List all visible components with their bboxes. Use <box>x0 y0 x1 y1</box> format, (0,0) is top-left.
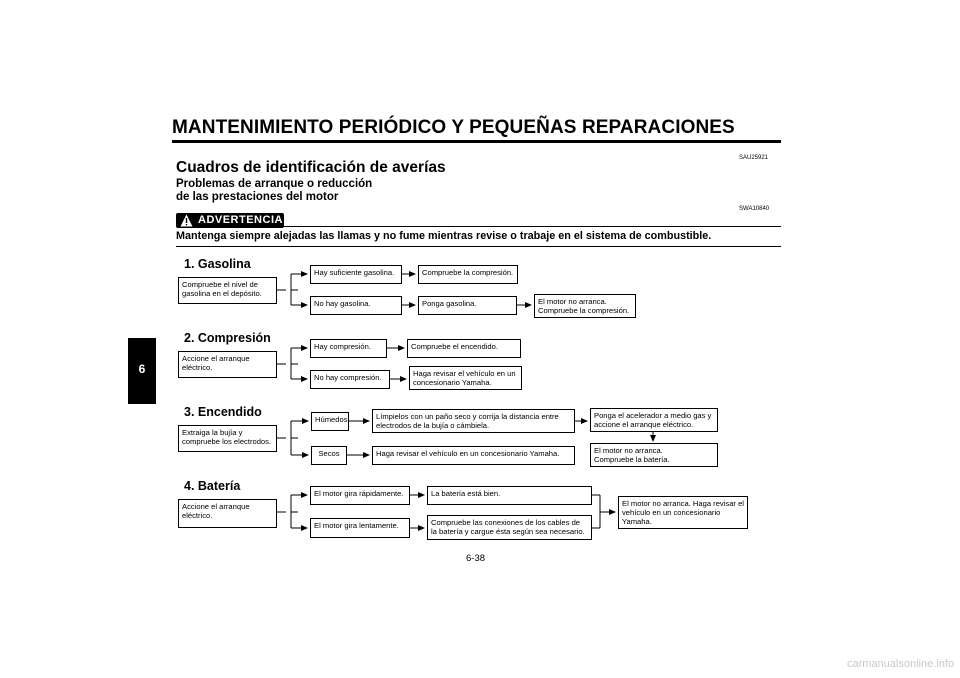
flow-box-dealer-ignition: Haga revisar el vehículo en un concesionario Yamaha. <box>372 446 575 465</box>
warning-code: SWA10840 <box>739 206 770 212</box>
reference-code: SAU25921 <box>739 155 769 161</box>
flow-box-dealer-compression: Haga revisar el vehículo en un concesionario Yamaha. <box>409 366 522 390</box>
subtitle-line-2: de las prestaciones del motor <box>176 191 339 203</box>
flow-box-engine-fast: El motor gira rápidamente. <box>310 486 410 505</box>
watermark: carmanualsonline.info <box>846 658 954 670</box>
flow-box-engine-no-start-compression: El motor no arranca. Compruebe la compresión. <box>534 294 636 318</box>
flow-box-no-compression: No hay compresión. <box>310 370 390 389</box>
page-title: MANTENIMIENTO PERIÓDICO Y PEQUEÑAS REPARACIONES <box>172 117 735 138</box>
flow-box-engine-no-start-battery: El motor no arranca. Compruebe la batería. <box>590 443 718 467</box>
warning-label: ADVERTENCIA <box>198 214 283 226</box>
subtitle-line-1: Problemas de arranque o reducción <box>176 178 373 190</box>
section-heading-gasolina: 1. Gasolina <box>184 257 251 271</box>
flow-box-has-compression: Hay compresión. <box>310 339 387 358</box>
page-number: 6-38 <box>466 553 486 564</box>
section-heading-encendido: 3. Encendido <box>184 405 262 419</box>
flow-box-check-battery-cables: Compruebe las conexiones de los cables de la batería y cargue ésta según sea necesario. <box>427 515 592 540</box>
flow-box-no-fuel: No hay gasolina. <box>310 296 402 315</box>
flow-box-wet: Húmedos <box>311 412 349 431</box>
warning-text: Mantenga siempre alejadas las llamas y no fume mientras revise o trabaje en el sistema de combustible. <box>176 230 712 242</box>
flow-box-remove-plug: Extraiga la bujía y compruebe los electrodos. <box>178 425 277 452</box>
section-heading-bateria: 4. Batería <box>184 479 241 493</box>
flow-box-half-throttle: Ponga el acelerador a medio gas y accione el arranque eléctrico. <box>590 408 718 432</box>
section-heading-compresion: 2. Compresión <box>184 331 271 345</box>
flow-box-battery-ok: La batería está bien. <box>427 486 592 505</box>
flow-box-engine-slow: El motor gira lentamente. <box>310 518 410 538</box>
flow-box-clean-electrodes: Límpielos con un paño seco y corrija la distancia entre electrodos de la bujía o cámbiela. <box>372 409 575 433</box>
flow-box-add-fuel: Ponga gasolina. <box>418 296 517 315</box>
flow-box-check-compression: Compruebe la compresión. <box>418 265 518 284</box>
flow-box-dealer-battery: El motor no arranca. Haga revisar el vehículo en un concesionario Yamaha. <box>618 496 748 529</box>
flow-box-check-fuel: Compruebe el nivel de gasolina en el depósito. <box>178 277 277 304</box>
flow-box-check-ignition: Compruebe el encendido. <box>407 339 521 358</box>
section-title: Cuadros de identificación de averías <box>176 159 446 176</box>
chapter-tab-number: 6 <box>138 362 146 376</box>
flow-box-press-starter: Accione el arranque eléctrico. <box>178 351 277 378</box>
flow-box-fuel-ok: Hay suficiente gasolina. <box>310 265 402 284</box>
flow-box-press-starter-battery: Accione el arranque eléctrico. <box>178 499 277 528</box>
flow-box-dry: Secos <box>311 446 347 465</box>
